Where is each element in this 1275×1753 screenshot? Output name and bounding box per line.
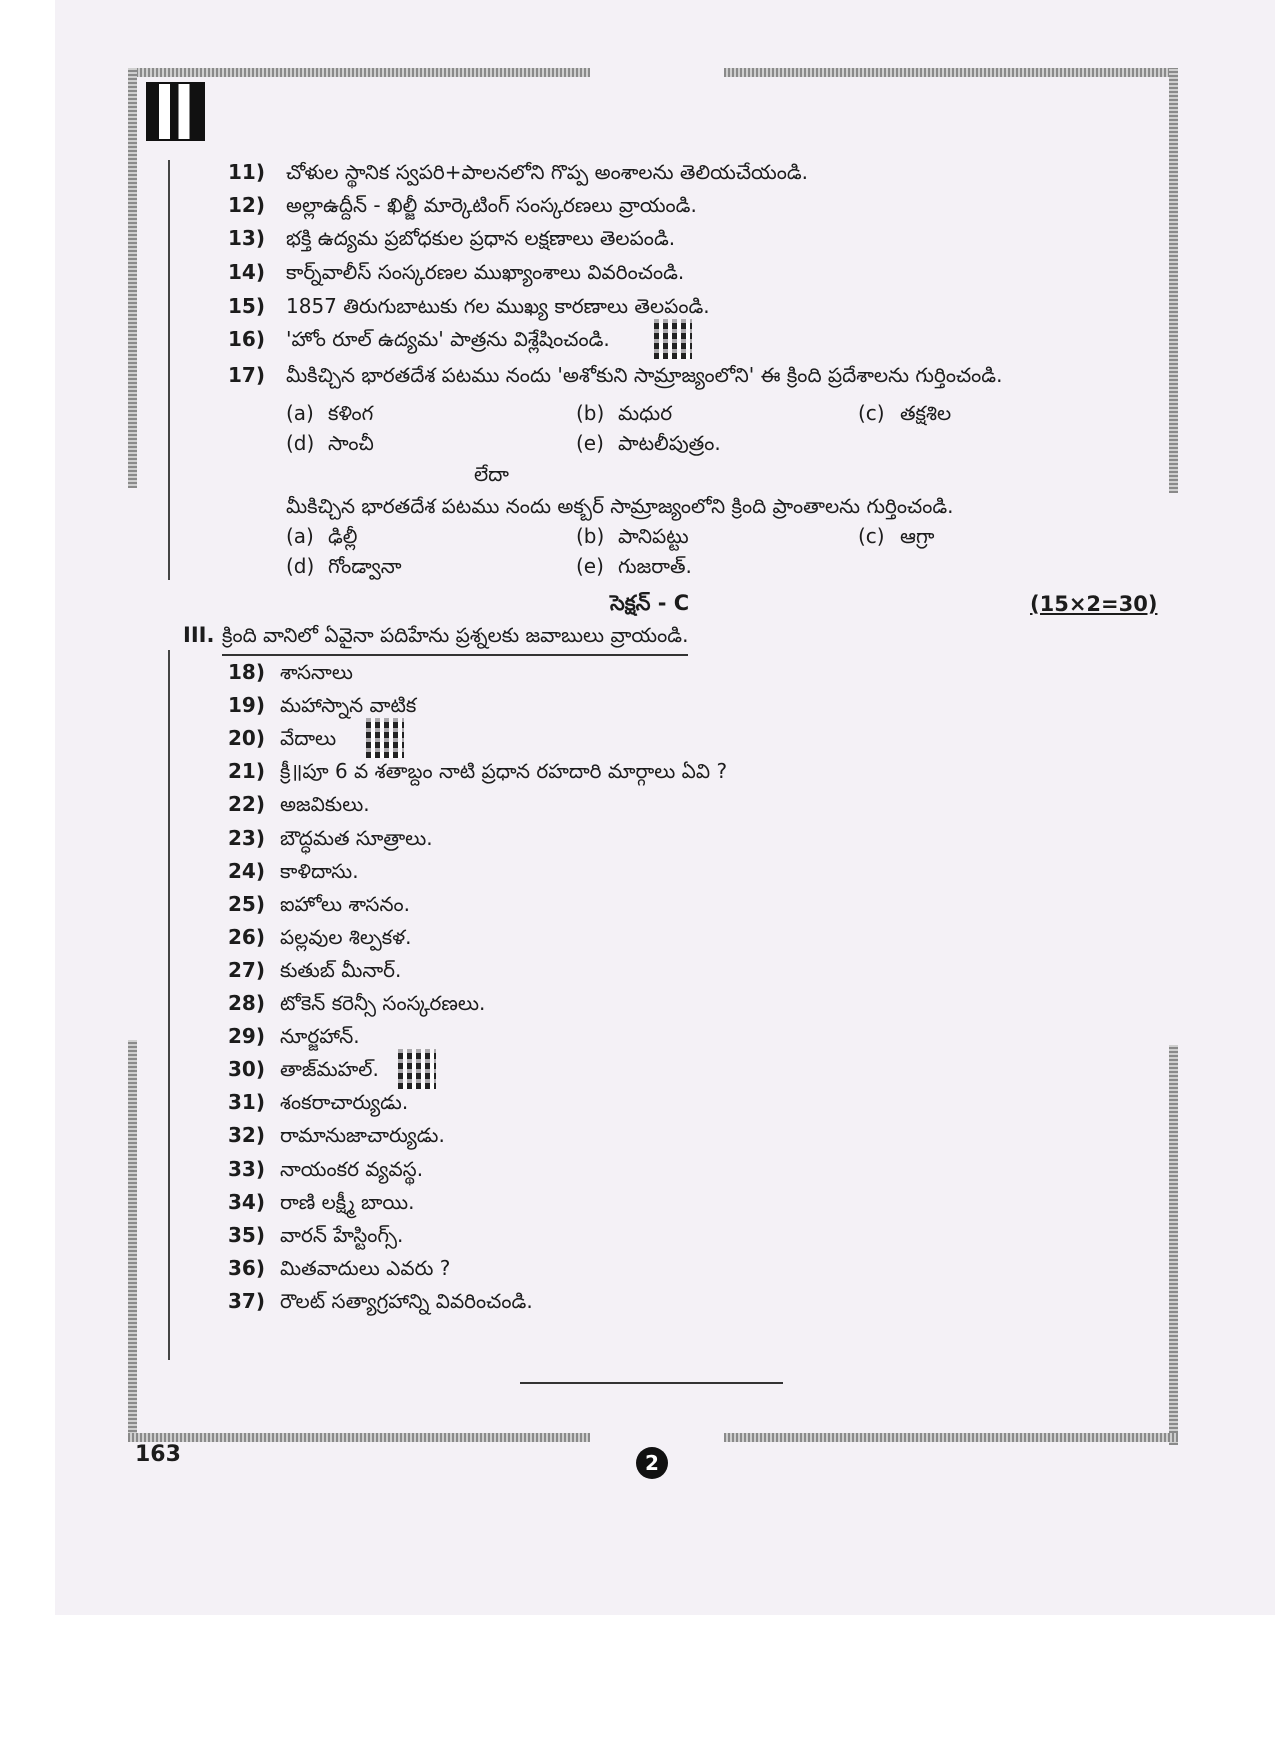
question-number: 25) bbox=[228, 892, 265, 916]
section-roman-number: III. bbox=[183, 623, 215, 647]
question-number: 24) bbox=[228, 859, 265, 883]
question-number: 34) bbox=[228, 1190, 265, 1214]
qr-code-icon bbox=[398, 1049, 436, 1089]
question-number: 20) bbox=[228, 726, 265, 750]
question-text: 1857 తిరుగుబాటుకు గల ముఖ్య కారణాలు తెలపండి. bbox=[286, 294, 710, 318]
option-letter: (e) bbox=[576, 554, 604, 578]
option-letter: (d) bbox=[286, 554, 315, 578]
question-text: పల్లవుల శిల్పకళ. bbox=[280, 925, 412, 949]
question-number: 19) bbox=[228, 693, 265, 717]
question-text: రాణి లక్ష్మీ బాయి. bbox=[280, 1190, 415, 1214]
question-text: టోకెన్ కరెన్సీ సంస్కరణలు. bbox=[280, 991, 486, 1015]
question-number: 12) bbox=[228, 193, 265, 217]
q17-alternative: మీకిచ్చిన భారతదేశ పటము నందు అక్బర్ సామ్రాజ్యంలోని క్రింది ప్రాంతాలను గుర్తించండి. bbox=[286, 494, 954, 518]
bottom-border-right bbox=[724, 1433, 1178, 1442]
question-number: 21) bbox=[228, 759, 265, 783]
qr-code-icon bbox=[654, 319, 692, 359]
question-text: శాసనాలు bbox=[280, 660, 353, 684]
top-border-right bbox=[724, 68, 1178, 77]
option-text: ఆగ్రా bbox=[900, 524, 935, 548]
question-text: అల్లాఉద్దీన్ - ఖిల్జీ మార్కెటింగ్ సంస్కరణలు వ్రాయండి. bbox=[286, 193, 697, 217]
question-number: 14) bbox=[228, 260, 265, 284]
question-text: భక్తి ఉద్యమ ప్రబోధకుల ప్రధాన లక్షణాలు తెలపండి. bbox=[286, 226, 676, 250]
question-text: క్రీ॥పూ 6 వ శతాబ్దం నాటి ప్రధాన రహదారి మార్గాలు ఏవి ? bbox=[280, 759, 728, 783]
question-number: 32) bbox=[228, 1123, 265, 1147]
section-c-marks: (15×2=30) bbox=[1030, 592, 1158, 616]
question-number: 29) bbox=[228, 1024, 265, 1048]
question-text: ఐహోలు శాసనం. bbox=[280, 892, 410, 916]
option-text: ఢిల్లీ bbox=[328, 524, 358, 548]
option-letter: (d) bbox=[286, 431, 315, 455]
question-text: కాళిదాసు. bbox=[280, 859, 359, 883]
question-text: చోళుల స్థానిక స్వపరి+పాలనలోని గొప్ప అంశాలను తెలియచేయండి. bbox=[286, 160, 809, 184]
question-text: కార్న్‌వాలీస్ సంస్కరణల ముఖ్యాంశాలు వివరించండి. bbox=[286, 260, 685, 284]
option-text: సాంచీ bbox=[328, 431, 374, 455]
option-text: తక్షశిల bbox=[900, 401, 952, 425]
or-label: లేదా bbox=[474, 462, 509, 486]
question-number: 36) bbox=[228, 1256, 265, 1280]
question-number: 13) bbox=[228, 226, 265, 250]
margin-line-bottom bbox=[168, 650, 170, 1360]
question-number: 15) bbox=[228, 294, 265, 318]
question-text: 'హోం రూల్ ఉద్యమ' పాత్రను విశ్లేషించండి. bbox=[286, 327, 610, 351]
option-text: మధుర bbox=[618, 401, 673, 425]
question-text: నూర్జహాన్. bbox=[280, 1024, 360, 1048]
page-code: 163 bbox=[135, 1442, 181, 1467]
question-text: మహాస్నాన వాటిక bbox=[280, 693, 417, 717]
question-number: 18) bbox=[228, 660, 265, 684]
section-c-title: సెక్షన్ - C bbox=[610, 591, 690, 615]
question-text: బౌద్ధమత సూత్రాలు. bbox=[280, 826, 433, 850]
page-number-badge: 2 bbox=[636, 1447, 668, 1479]
option-text: పానిపట్టు bbox=[618, 524, 689, 548]
question-text: అజవికులు. bbox=[280, 792, 370, 816]
question-number: 37) bbox=[228, 1289, 265, 1313]
question-number: 16) bbox=[228, 327, 265, 351]
question-text: రౌలట్ సత్యాగ్రహాన్ని వివరించండి. bbox=[280, 1289, 533, 1313]
barcode-icon bbox=[148, 84, 203, 139]
question-text: వారన్ హేస్టింగ్స్. bbox=[280, 1223, 404, 1247]
option-letter: (c) bbox=[858, 401, 885, 425]
question-number: 23) bbox=[228, 826, 265, 850]
question-number: 27) bbox=[228, 958, 265, 982]
option-letter: (b) bbox=[576, 524, 605, 548]
question-text: తాజ్‌మహల్. bbox=[280, 1057, 379, 1081]
option-letter: (a) bbox=[286, 524, 314, 548]
question-text: రామానుజాచార్యుడు. bbox=[280, 1123, 445, 1147]
question-text: మితవాదులు ఎవరు ? bbox=[280, 1256, 451, 1280]
option-text: గోండ్వానా bbox=[328, 554, 402, 578]
right-border-bottom bbox=[1169, 1045, 1178, 1445]
option-text: గుజరాత్. bbox=[618, 554, 692, 578]
question-text: కుతుబ్ మీనార్. bbox=[280, 958, 402, 982]
question-number: 30) bbox=[228, 1057, 265, 1081]
question-number: 35) bbox=[228, 1223, 265, 1247]
left-border-bottom bbox=[128, 1040, 137, 1440]
option-letter: (b) bbox=[576, 401, 605, 425]
top-border-left bbox=[128, 68, 590, 77]
question-text: నాయంకర వ్యవస్థ. bbox=[280, 1157, 424, 1181]
option-text: కళింగ bbox=[328, 401, 374, 425]
right-border-top bbox=[1169, 68, 1178, 493]
option-text: పాటలీపుత్రం. bbox=[618, 431, 721, 455]
question-number: 31) bbox=[228, 1090, 265, 1114]
question-text: మీకిచ్చిన భారతదేశ పటము నందు 'అశోకుని సామ్రాజ్యంలోని' ఈ క్రింది ప్రదేశాలను గుర్తించండి. bbox=[286, 363, 1003, 387]
question-number: 33) bbox=[228, 1157, 265, 1181]
end-divider bbox=[520, 1382, 783, 1384]
option-letter: (a) bbox=[286, 401, 314, 425]
question-number: 22) bbox=[228, 792, 265, 816]
section-c-instruction: క్రింది వానిలో ఏవైనా పదిహేను ప్రశ్నలకు జవాబులు వ్రాయండి. bbox=[222, 623, 688, 656]
qr-code-icon bbox=[366, 718, 404, 758]
option-letter: (e) bbox=[576, 431, 604, 455]
question-number: 17) bbox=[228, 363, 265, 387]
option-letter: (c) bbox=[858, 524, 885, 548]
question-number: 11) bbox=[228, 160, 265, 184]
question-text: వేదాలు bbox=[280, 726, 337, 750]
question-number: 26) bbox=[228, 925, 265, 949]
margin-line-top bbox=[168, 160, 170, 580]
question-number: 28) bbox=[228, 991, 265, 1015]
left-border bbox=[128, 68, 137, 488]
question-text: శంకరాచార్యుడు. bbox=[280, 1090, 409, 1114]
bottom-border-left bbox=[128, 1433, 590, 1442]
